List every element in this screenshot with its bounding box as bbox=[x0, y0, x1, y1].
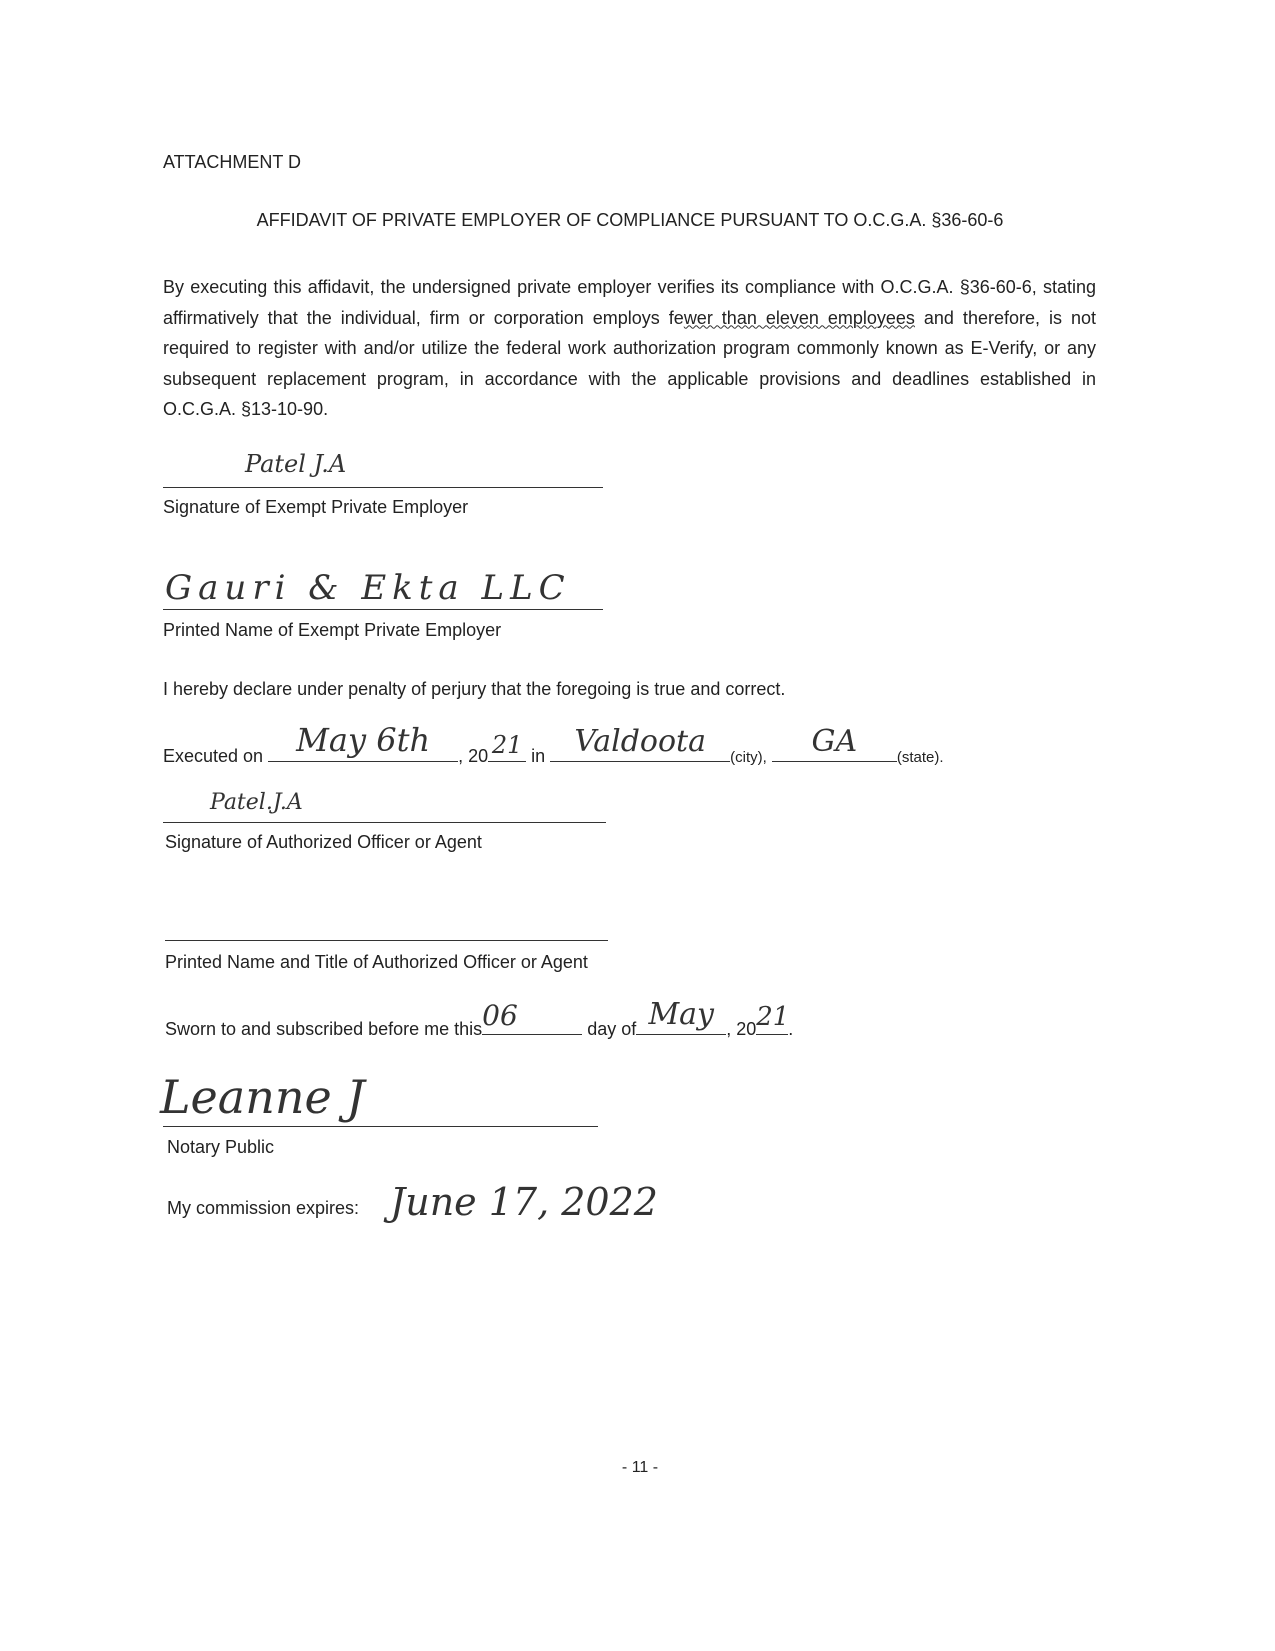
signature-line bbox=[163, 822, 606, 823]
declaration-text: I hereby declare under penalty of perjury that the foregoing is true and correct. bbox=[163, 679, 786, 699]
employer-signature-label: Signature of Exempt Private Employer bbox=[163, 497, 469, 517]
name-title-line bbox=[165, 940, 608, 941]
executed-date: May 6th bbox=[296, 721, 431, 759]
executed-state: GA bbox=[811, 724, 858, 759]
sworn-prefix: Sworn to and subscribed before me this bbox=[165, 1019, 483, 1039]
officer-name-label: Printed Name and Title of Authorized Officer or Agent bbox=[165, 952, 588, 972]
executed-prefix: Executed on bbox=[163, 746, 264, 766]
day-field bbox=[482, 999, 582, 1035]
executed-year: 21 bbox=[491, 731, 523, 759]
sworn-line bbox=[165, 997, 794, 1040]
employer-name-handwritten: Gauri & Ekta LLC bbox=[165, 568, 571, 608]
employer-name-label: Printed Name of Exempt Private Employer bbox=[163, 620, 502, 640]
city-field bbox=[550, 724, 730, 762]
year-prefix: , 20 bbox=[458, 746, 489, 766]
executed-city: Valdoota bbox=[574, 724, 706, 759]
period: . bbox=[788, 1019, 794, 1039]
sworn-day: 06 bbox=[482, 999, 518, 1032]
day-of-label: day of bbox=[587, 1019, 637, 1039]
state-field bbox=[772, 724, 897, 762]
underlined-text: wer than eleven employees bbox=[683, 307, 915, 328]
affidavit-paragraph bbox=[163, 272, 1096, 425]
paragraph-text-end: and therefore, is not required to register with and/or utilize the federal work authorization program commonly known as E-Verify, or any subsequent replacement program, in accordance with the applicable provisions and deadlines established in O.C.G.A. §13-10-90. bbox=[163, 307, 1096, 419]
notary-line bbox=[163, 1126, 598, 1127]
officer-signature-label: Signature of Authorized Officer or Agent bbox=[165, 832, 482, 852]
sworn-month: May bbox=[648, 997, 715, 1032]
attachment-label: ATTACHMENT D bbox=[163, 152, 301, 172]
paragraph-text: By executing this affidavit, the undersigned private employer verifies its compliance with O.C.G.A. §36-60-6, stating affirmatively that the individual, firm or corporation employs fe bbox=[163, 277, 1096, 328]
year-prefix: , 20 bbox=[726, 1019, 757, 1039]
employer-signature: Patel J.A bbox=[245, 450, 347, 478]
executed-line bbox=[163, 721, 944, 767]
commission-label: My commission expires: bbox=[167, 1198, 360, 1218]
month-field bbox=[636, 997, 726, 1035]
commission-date: June 17, 2022 bbox=[390, 1180, 658, 1224]
year-field bbox=[488, 731, 526, 762]
signature-line bbox=[163, 487, 603, 488]
sworn-year: 21 bbox=[756, 1002, 790, 1032]
document-title: AFFIDAVIT OF PRIVATE EMPLOYER OF COMPLIANCE PURSUANT TO O.C.G.A. §36-60-6 bbox=[256, 210, 1004, 230]
state-label: (state). bbox=[896, 749, 944, 766]
in-label: in bbox=[531, 746, 546, 766]
name-line bbox=[163, 609, 603, 610]
page-number: - 11 - bbox=[621, 1459, 659, 1476]
city-label: (city), bbox=[730, 749, 767, 766]
notary-signature: Leanne J bbox=[160, 1070, 365, 1124]
year-field bbox=[756, 1002, 790, 1035]
notary-label: Notary Public bbox=[167, 1137, 275, 1157]
date-field bbox=[268, 721, 458, 762]
officer-signature: Patel.J.A bbox=[210, 790, 303, 815]
